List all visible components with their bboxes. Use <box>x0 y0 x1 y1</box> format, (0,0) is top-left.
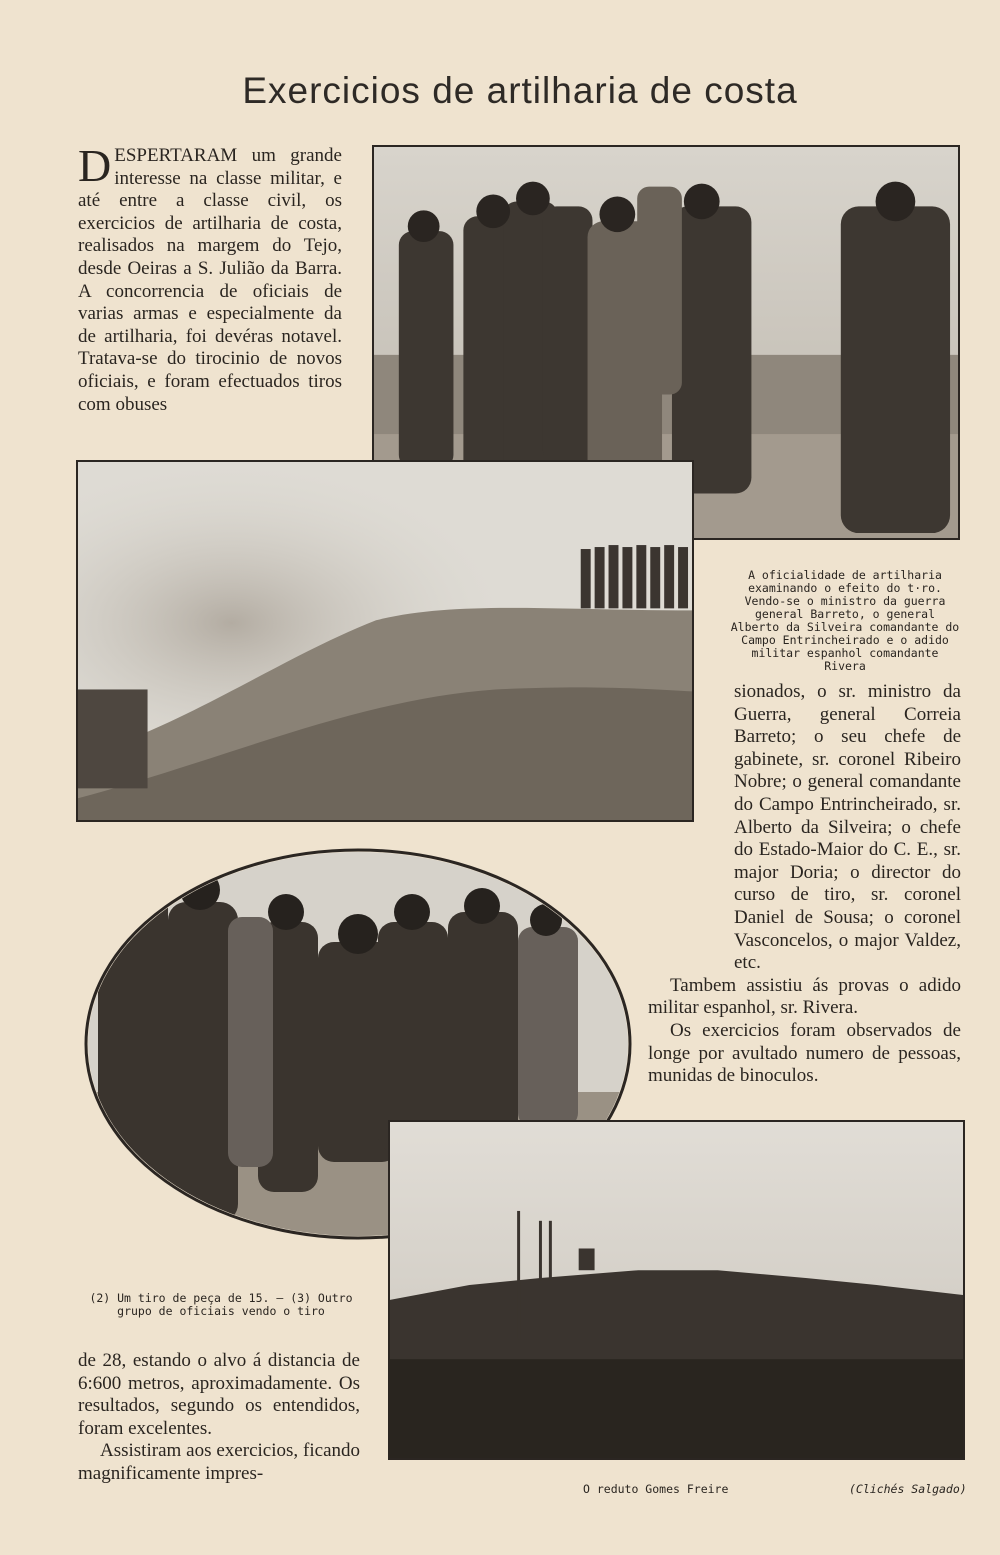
right-column-p3: Os exercicios foram observados de longe por avultado numero de pessoas, munidas de binoculos. <box>648 1019 961 1087</box>
drop-cap: D <box>78 140 112 191</box>
intro-text: ESPERTARAM um grande interesse na classe militar, e até entre a classe civil, os exercicios de artilharia de costa, realisados na margem do Tejo, desde Oeiras a S. Julião da Barra. A concorrencia de oficiais de varias armas e especialmente da de artilharia, foi devéras notavel. Tratava-se do tirocinio de novos oficiais, e foram efectuados tiros com obuses <box>78 145 342 415</box>
officers-caption: A oficialidade de artilharia examinando o efeito do t·ro. Vendo-se o ministro da guerra general Barreto, o general Alberto da Silveira comandante do Campo Entrincheirado e o adido militar espanhol comandante Rivera <box>730 568 960 673</box>
photo-credit: (Clichés Salgado) <box>849 1482 967 1496</box>
left-column-text <box>78 1350 360 1486</box>
cannon-shot-image <box>78 462 692 820</box>
left-column-p1: de 28, estando o alvo á distancia de 6:600 metros, aproximadamente. Os resultados, segundo os entendidos, foram excelentes. <box>78 1350 360 1439</box>
right-column-p2: Tambem assistiu ás provas o adido militar espanhol, sr. Rivera. <box>648 974 961 1019</box>
intro-paragraph <box>78 140 342 416</box>
shot-caption: (2) Um tiro de peça de 15. — (3) Outro grupo de oficiais vendo o tiro <box>89 1291 353 1318</box>
fort-caption: O reduto Gomes Freire <box>583 1482 729 1496</box>
right-column-p1: sionados, o sr. ministro da Guerra, general Correia Barreto; o seu chefe de gabinete, sr. coronel Ribeiro Nobre; o general comandante do Campo Entrincheirado, sr. Alberto da Silveira; o chefe do Estado-Maior do C. E., sr. major Doria; o director do curso de tiro, sr. coronel Daniel de Sousa; o coronel Vasconcelos, o major Valdez, etc. <box>734 681 961 974</box>
left-column-p2: Assistiram aos exercicios, ficando magnificamente impres- <box>78 1440 360 1484</box>
right-column-text <box>648 681 961 1088</box>
photo-cannon-shot <box>76 460 694 822</box>
fort-image <box>390 1122 963 1458</box>
page-title: Exercicios de artilharia de costa <box>242 70 798 111</box>
photo-fort <box>388 1120 965 1460</box>
